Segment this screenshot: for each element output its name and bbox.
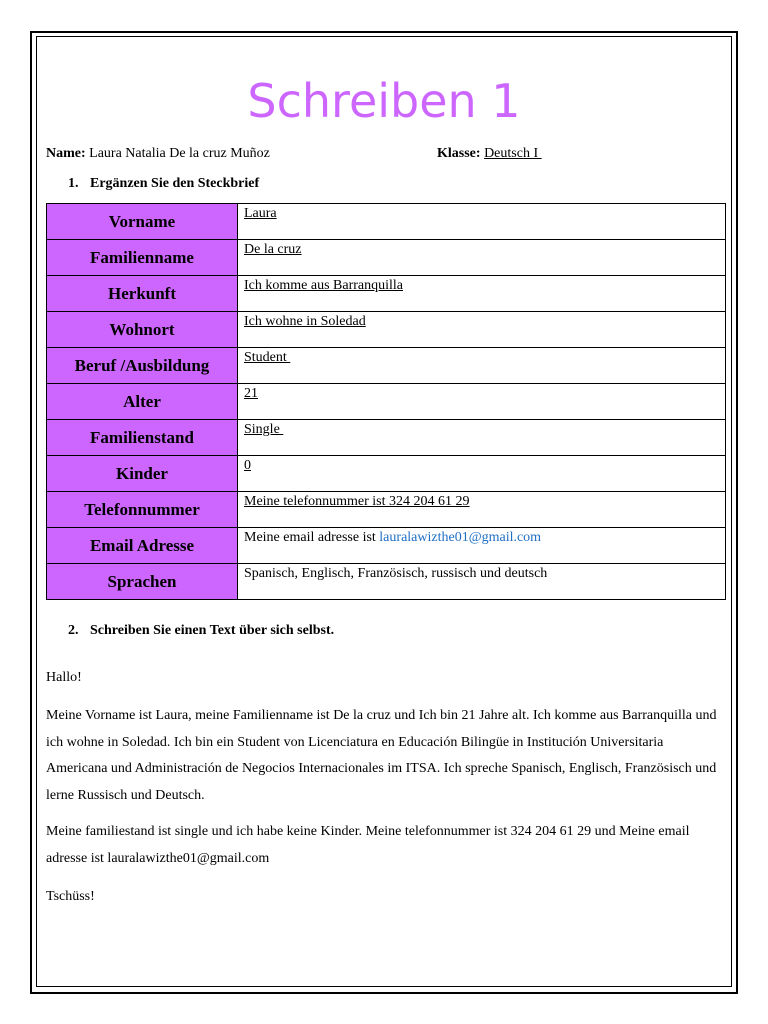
row-label: Vorname bbox=[47, 204, 238, 240]
row-label: Wohnort bbox=[47, 312, 238, 348]
table-row bbox=[47, 312, 726, 348]
row-value-text: Student bbox=[244, 350, 291, 365]
paragraph-1: Meine Vorname ist Laura, meine Familienname ist De la cruz und Ich bin 21 Jahre alt. Ich komme aus Barranquilla und ich wohne in Soledad. Ich bin ein Student von Licenciatura en Educación Bilingüe in Institución Universitaria Americana und Administración de Negocios Internacionales im ITSA. Ich spreche Spanisch, Englisch, Französisch und lerne Russisch und Deutsch. bbox=[46, 708, 717, 803]
row-label: Email Adresse bbox=[47, 528, 238, 564]
row-value-text: Single bbox=[244, 422, 284, 437]
row-value-text: 0 bbox=[244, 458, 251, 473]
row-label: Familienname bbox=[47, 240, 238, 276]
row-label: Sprachen bbox=[47, 564, 238, 600]
row-label: Herkunft bbox=[47, 276, 238, 312]
email-link[interactable]: lauralawizthe01@gmail.com bbox=[379, 530, 542, 545]
row-label: Alter bbox=[47, 384, 238, 420]
row-value bbox=[238, 348, 726, 384]
row-value-text: Meine email adresse ist bbox=[244, 530, 380, 545]
section1-title: Ergänzen Sie den Steckbrief bbox=[90, 176, 260, 191]
class-value: Deutsch I bbox=[484, 146, 542, 161]
row-value bbox=[238, 204, 726, 240]
row-value bbox=[238, 240, 726, 276]
table-row bbox=[47, 348, 726, 384]
row-label: Telefonnummer bbox=[47, 492, 238, 528]
table-row bbox=[47, 204, 726, 240]
document-title: Schreiben 1 bbox=[247, 74, 521, 128]
row-value-text: Ich komme aus Barranquilla bbox=[244, 278, 404, 293]
row-value bbox=[238, 420, 726, 456]
class-label: Klasse: bbox=[437, 146, 481, 161]
row-label: Kinder bbox=[47, 456, 238, 492]
row-label: Familienstand bbox=[47, 420, 238, 456]
row-value bbox=[238, 384, 726, 420]
row-value-text: Meine telefonnummer ist 324 204 61 29 bbox=[244, 494, 470, 509]
row-label: Beruf /Ausbildung bbox=[47, 348, 238, 384]
row-value bbox=[238, 528, 726, 564]
greeting-text: Hallo! bbox=[46, 670, 82, 685]
row-value bbox=[238, 312, 726, 348]
row-value bbox=[238, 492, 726, 528]
paragraph-2: Meine familiestand ist single und ich habe keine Kinder. Meine telefonnummer ist 324 204 61 29 und Meine email adresse ist lauralawizthe01@gmail.com bbox=[46, 824, 690, 866]
table-row bbox=[47, 456, 726, 492]
row-value-text: Spanisch, Englisch, Französisch, russisch und deutsch bbox=[244, 566, 548, 581]
table-row bbox=[47, 564, 726, 600]
table-row bbox=[47, 384, 726, 420]
table-row bbox=[47, 276, 726, 312]
section2-heading bbox=[68, 622, 334, 640]
row-value-text: De la cruz bbox=[244, 242, 302, 257]
row-value-text: Ich wohne in Soledad bbox=[244, 314, 366, 329]
row-value-text: Laura bbox=[244, 206, 277, 221]
row-value-text: 21 bbox=[244, 386, 258, 401]
row-value bbox=[238, 564, 726, 600]
name-value: Laura Natalia De la cruz Muñoz bbox=[89, 146, 270, 161]
name-line bbox=[46, 145, 270, 163]
table-row bbox=[47, 528, 726, 564]
closing-text: Tschüss! bbox=[46, 889, 95, 904]
name-label: Name: bbox=[46, 146, 86, 161]
class-line bbox=[437, 145, 542, 163]
row-value bbox=[238, 276, 726, 312]
section1-heading bbox=[68, 175, 259, 193]
row-value bbox=[238, 456, 726, 492]
table-row bbox=[47, 492, 726, 528]
table-row bbox=[47, 420, 726, 456]
table-row bbox=[47, 240, 726, 276]
section2-number: 2. bbox=[68, 623, 79, 638]
section1-number: 1. bbox=[68, 176, 79, 191]
section2-title: Schreiben Sie einen Text über sich selbst. bbox=[90, 623, 335, 638]
steckbrief-table bbox=[46, 203, 726, 600]
